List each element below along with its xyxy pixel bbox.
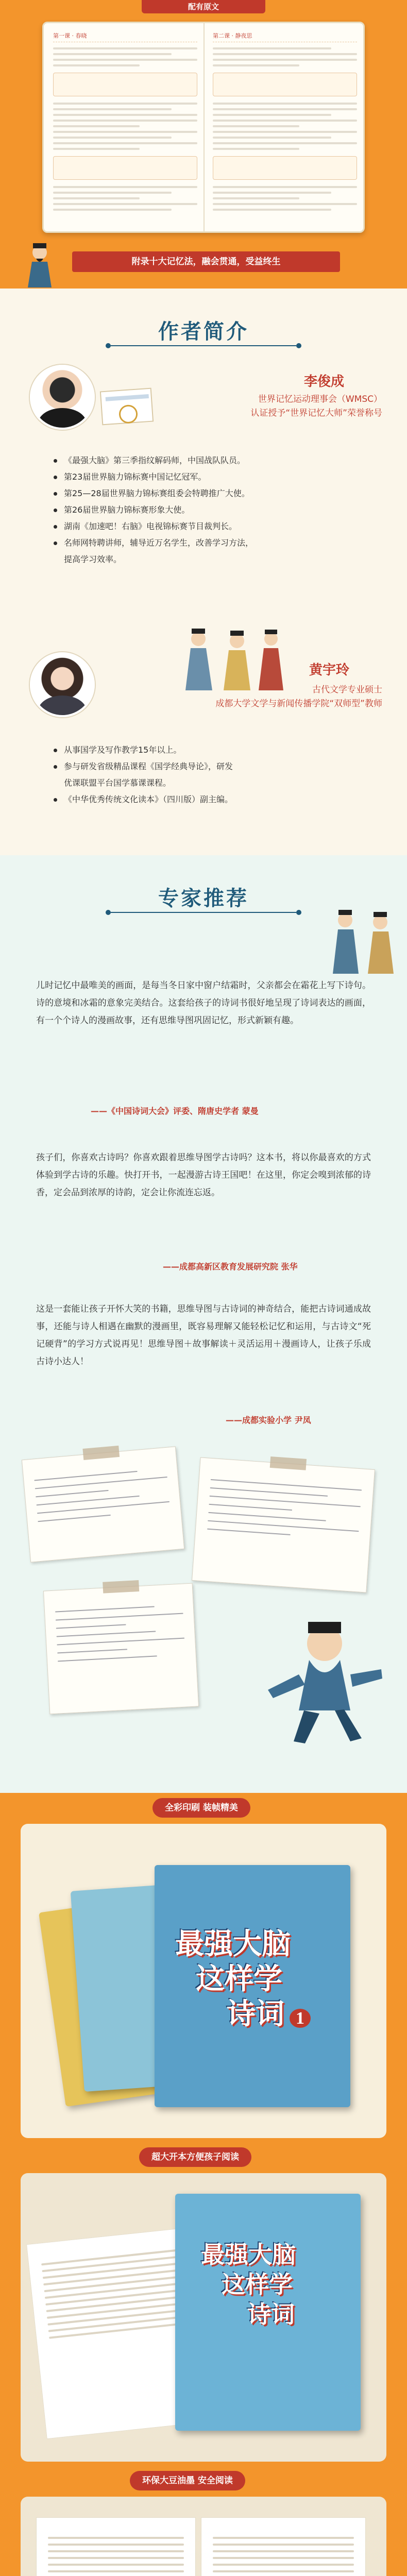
list-item: 从事国学及写作教学15年以上。 bbox=[52, 742, 233, 758]
book-cover-main bbox=[175, 2194, 361, 2431]
photo-label-2: 超大开本方便孩子阅读 bbox=[139, 2147, 251, 2167]
list-item: 第25—28届世界脑力锦标赛组委会特聘推广大使。 bbox=[52, 485, 253, 502]
preview-right-heading: 第二课 · 静夜思 bbox=[213, 31, 357, 42]
avatar-li bbox=[30, 365, 95, 430]
recommendation-1-text: 儿时记忆中最唯美的画面，是每当冬日家中窗户结霜时，父亲都会在霜花上写下诗句。诗的意境和冰霜的意象完美结合。这套给孩子的诗词书很好地呈现了诗词表达的画面，有一个个诗人的漫画故事，还有思维导图巩固记忆，形式新颖有趣。 bbox=[36, 980, 371, 1026]
list-item: 参与研发省级精品课程《国学经典导论》，研发 优课联盟平台国学慕课课程。 bbox=[52, 758, 233, 791]
cover-title: 最强大脑 这样学 诗词 1 bbox=[175, 1927, 311, 2036]
expert-section-title: 专家推荐 bbox=[158, 887, 249, 910]
preview-figure bbox=[53, 73, 197, 96]
ancient-poets-illustration bbox=[170, 623, 289, 690]
preview-text-block bbox=[53, 103, 197, 150]
author-section-title: 作者简介 bbox=[158, 320, 249, 343]
product-photo-covers bbox=[21, 1824, 386, 2138]
product-photo-pages bbox=[21, 2497, 386, 2576]
title-divider bbox=[111, 345, 296, 346]
feature-banner: 附录十大记忆法，融会贯通，受益终生 bbox=[72, 251, 340, 272]
book-preview bbox=[42, 22, 365, 233]
list-item: 第23届世界脑力锦标赛中国记忆冠军。 bbox=[52, 469, 253, 485]
list-item: 湖南《加速吧！右脑》电视锦标赛节目裁判长。 bbox=[52, 518, 253, 535]
cover-title: 最强大脑 这样学 诗词 bbox=[201, 2242, 296, 2328]
recommendation-2-signature: ——成都高新区教育发展研究院 张华 bbox=[163, 1262, 298, 1272]
poet-group-illustration bbox=[325, 902, 402, 974]
preview-text-block bbox=[53, 47, 197, 66]
photo-label-3: 环保大豆油墨 安全阅读 bbox=[130, 2471, 245, 2490]
author-li-achievements bbox=[52, 452, 253, 568]
book-cover-main bbox=[155, 1865, 350, 2107]
preview-text-block bbox=[213, 186, 357, 211]
product-photo-section bbox=[0, 1793, 407, 2576]
author-name-li: 李俊成 bbox=[304, 374, 345, 389]
preview-left-page bbox=[53, 31, 197, 214]
recommendation-1-signature: ——《中国诗词大会》评委、隋唐史学者 蒙曼 bbox=[91, 1106, 259, 1116]
preview-figure bbox=[213, 73, 357, 96]
preview-figure bbox=[213, 156, 357, 180]
title-divider bbox=[111, 912, 296, 913]
recommendation-3-signature: ——成都实验小学 尹凤 bbox=[226, 1415, 311, 1425]
list-item: 第26届世界脑力锦标赛形象大使。 bbox=[52, 502, 253, 518]
preview-figure bbox=[53, 156, 197, 180]
list-item: 名师网特聘讲师，辅导近万名学生，改善学习方法， 提高学习效率。 bbox=[52, 535, 253, 568]
certificate-image bbox=[100, 388, 154, 426]
scholar-illustration bbox=[22, 241, 58, 287]
author-role-li: 世界记忆运动理事会（WMSC） 认证授予“世界记忆大师”荣誉称号 bbox=[250, 394, 382, 418]
author-huang-achievements bbox=[52, 742, 233, 808]
avatar-huang bbox=[30, 652, 95, 717]
photo-label-1: 全彩印刷 装帧精美 bbox=[152, 1798, 250, 1818]
recommendation-2-text: 孩子们，你喜欢古诗吗？你喜欢跟着思维导图学古诗吗？这本书，将以你最喜欢的方式体验到学古诗的乐趣。快打开书，一起漫游古诗王国吧！在这里，你定会嗅到浓郁的诗香，定会品到浓厚的诗韵，定会让你流连忘返。 bbox=[36, 1153, 371, 1198]
handwritten-note bbox=[22, 1446, 184, 1562]
recommendation-3-text: 这是一套能让孩子开怀大笑的书籍，思维导图与古诗词的神奇结合，能把古诗词通成故事，还能与诗人相遇在幽默的漫画里，既容易理解又能轻松记忆和运用，与古诗文“死记硬背”的学习方式说再见！思维导图＋故事解读＋灵活运用＋漫画诗人，让孩子乐成古诗小达人！ bbox=[36, 1304, 371, 1367]
header-tab: 配有原文 bbox=[142, 0, 265, 13]
handwritten-note bbox=[192, 1457, 375, 1592]
expert-section bbox=[0, 855, 407, 1793]
list-item: 《中华优秀传统文化读本》（四川版）副主编。 bbox=[52, 791, 233, 808]
author-role-huang: 古代文学专业硕士 成都大学文学与新闻传播学院“双师型”教师 bbox=[215, 685, 382, 709]
list-item: 《最强大脑》第三季指纹解码师，中国战队队员。 bbox=[52, 452, 253, 469]
author-name-huang: 黄宇玲 bbox=[309, 663, 350, 677]
preview-left-heading: 第一课 · 春晓 bbox=[53, 31, 197, 42]
product-photo-open-book bbox=[21, 2173, 386, 2462]
preview-text-block bbox=[53, 186, 197, 211]
preview-right-page bbox=[213, 31, 357, 214]
author-section bbox=[0, 289, 407, 855]
top-band bbox=[0, 0, 407, 289]
running-scholar-illustration bbox=[247, 1613, 397, 1747]
book-page bbox=[201, 2517, 366, 2576]
handwritten-note bbox=[43, 1583, 199, 1715]
preview-text-block bbox=[213, 47, 357, 66]
preview-text-block bbox=[213, 103, 357, 150]
book-page bbox=[36, 2517, 196, 2576]
